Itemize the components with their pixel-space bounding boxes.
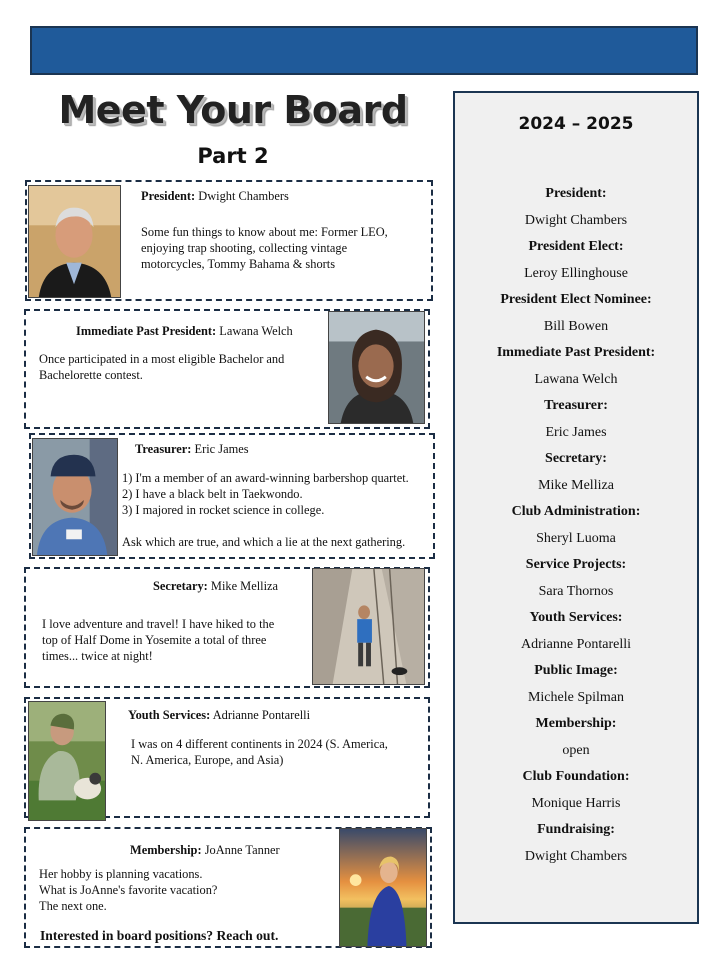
secretary-heading [153, 579, 278, 594]
card-text-line: The next one. [39, 899, 107, 913]
roster-holder: Sheryl Luoma [536, 531, 616, 546]
board-positions-call-to-action: Interested in board positions? Reach out. [40, 928, 279, 943]
roster-holder: Lawana Welch [534, 372, 618, 387]
page-subtitle: Part 2 [197, 144, 269, 168]
card-role: President: [141, 189, 196, 203]
card-text-line: times... twice at night! [42, 649, 153, 663]
card-text-line: top of Half Dome in Yosemite a total of three [42, 633, 267, 647]
card-text-line: Her hobby is planning vacations. [39, 867, 203, 881]
card-text-line: I was on 4 different continents in 2024 (S. America, [131, 737, 388, 751]
card-role: Immediate Past President: [76, 324, 217, 338]
past-president-photo [328, 311, 425, 424]
president-heading [141, 189, 289, 204]
card-name: Mike Melliza [210, 579, 279, 593]
card-text-line: Once participated in a most eligible Bachelor and [39, 352, 285, 366]
treasurer-description [122, 470, 409, 550]
card-text-line: Ask which are true, and which a lie at the next gathering. [122, 535, 406, 549]
card-role: Treasurer: [135, 442, 192, 456]
card-name: Eric James [194, 442, 249, 456]
treasurer-photo [32, 438, 118, 556]
past-president-heading [76, 324, 293, 339]
card-text-line: motorcycles, Tommy Bahama & shorts [141, 257, 336, 271]
president-description [141, 224, 388, 272]
card-text-line: enjoying trap shooting, collecting vintage [141, 241, 348, 255]
secretary-description [42, 616, 274, 664]
card-text-line: 3) I majored in rocket science in college. [122, 503, 325, 517]
youth-services-heading [128, 708, 310, 723]
roster-holder: Adrianne Pontarelli [520, 637, 632, 652]
card-text-line: I love adventure and travel! I have hiked to the [42, 617, 275, 631]
membership-heading [130, 843, 280, 858]
roster-role: Fundraising: [537, 822, 615, 837]
roster-role: Treasurer: [544, 398, 608, 413]
roster-holder: Leroy Ellinghouse [524, 266, 628, 281]
card-text-line: What is JoAnne's favorite vacation? [39, 883, 218, 897]
card-name: JoAnne Tanner [204, 843, 280, 857]
roster-holder: open [562, 743, 590, 758]
youth-services-description [131, 736, 388, 768]
card-text-line: Bachelorette contest. [39, 368, 143, 382]
roster-holder: Bill Bowen [543, 319, 609, 334]
card-role: Youth Services: [128, 708, 211, 722]
roster-role: Immediate Past President: [496, 345, 656, 360]
roster-role: Secretary: [545, 451, 607, 466]
youth-services-photo [28, 701, 106, 821]
roster-role: Club Foundation: [522, 769, 630, 784]
card-role: Membership: [130, 843, 202, 857]
roster-list [453, 184, 699, 873]
roster-holder: Monique Harris [531, 796, 621, 811]
past-president-description [39, 351, 284, 383]
roster-role: President Elect Nominee: [500, 292, 652, 307]
roster-role: Club Administration: [511, 504, 641, 519]
secretary-photo [312, 568, 425, 685]
roster-role: Membership: [535, 716, 617, 731]
membership-description [39, 866, 217, 914]
president-photo [28, 185, 121, 298]
card-text-line: 2) I have a black belt in Taekwondo. [122, 487, 303, 501]
card-text-line: Some fun things to know about me: Former LEO, [141, 225, 388, 239]
membership-photo [339, 828, 427, 947]
roster-holder: Dwight Chambers [524, 849, 628, 864]
roster-role: Public Image: [534, 663, 618, 678]
roster-role: President: [545, 186, 607, 201]
treasurer-heading [135, 442, 249, 457]
roster-role: Service Projects: [525, 557, 627, 572]
roster-role: Youth Services: [529, 610, 623, 625]
roster-holder: Sara Thornos [538, 584, 614, 599]
card-name: Dwight Chambers [198, 189, 289, 203]
roster-holder: Michele Spilman [527, 690, 625, 705]
roster-role: President Elect: [528, 239, 624, 254]
card-text-line: 1) I'm a member of an award-winning barbershop quartet. [122, 471, 409, 485]
card-name: Lawana Welch [219, 324, 293, 338]
header-banner [30, 26, 698, 75]
roster-holder: Mike Melliza [538, 478, 614, 493]
card-role: Secretary: [153, 579, 208, 593]
roster-year: 2024 – 2025 [518, 114, 634, 134]
roster-holder: Eric James [545, 425, 607, 440]
roster-holder: Dwight Chambers [524, 213, 628, 228]
card-name: Adrianne Pontarelli [212, 708, 311, 722]
card-text-line: N. America, Europe, and Asia) [131, 753, 284, 767]
page-title: Meet Your Board [58, 88, 408, 132]
